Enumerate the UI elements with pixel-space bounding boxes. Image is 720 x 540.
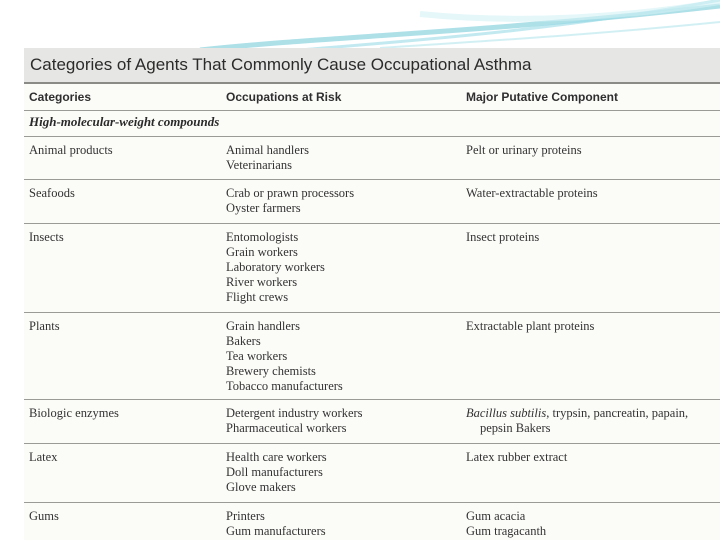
component-cell: Gum acacia: [466, 509, 526, 523]
component-cell: Extractable plant proteins: [466, 319, 595, 333]
occupation-item: Printers: [226, 509, 265, 523]
component-cell: Latex rubber extract: [466, 450, 568, 464]
occupation-item: Tobacco manufacturers: [226, 379, 343, 393]
occupation-item: Doll manufacturers: [226, 465, 323, 479]
table-row: [24, 444, 720, 502]
header-occupations: Occupations at Risk: [226, 90, 342, 104]
occupation-item: Crab or prawn processors: [226, 186, 355, 200]
occupation-item: Gum manufacturers: [226, 524, 326, 538]
table-row: [24, 180, 720, 222]
category-cell: Seafoods: [29, 186, 75, 200]
component-cell: Water-extractable proteins: [466, 186, 598, 200]
occupation-item: Bakers: [226, 334, 261, 348]
component-rest: , trypsin, pancreatin, papain,: [546, 406, 689, 420]
section-label: High-molecular-weight compounds: [29, 114, 220, 129]
component-cell: Gum tragacanth: [466, 524, 547, 538]
category-cell: Biologic enzymes: [29, 406, 119, 420]
category-cell: Gums: [29, 509, 59, 523]
occupation-item: Grain workers: [226, 245, 298, 259]
occupation-item: Health care workers: [226, 450, 327, 464]
header-component: Major Putative Component: [466, 90, 619, 104]
table-row: [24, 503, 720, 540]
component-cell: Insect proteins: [466, 230, 540, 244]
occupation-item: Veterinarians: [226, 158, 292, 172]
table-title-bar: [24, 48, 720, 84]
occupation-item: Oyster farmers: [226, 201, 301, 215]
occupation-item: Laboratory workers: [226, 260, 325, 274]
document-table: [24, 48, 720, 540]
category-cell: Plants: [29, 319, 60, 333]
occupation-item: Entomologists: [226, 230, 299, 244]
occupation-item: Tea workers: [226, 349, 288, 363]
occupation-item: Grain handlers: [226, 319, 300, 333]
occupation-item: River workers: [226, 275, 298, 289]
component-cell-continued: pepsin Bakers: [480, 421, 551, 435]
category-cell: Latex: [29, 450, 58, 464]
table-row: [24, 400, 720, 442]
table-title: Categories of Agents That Commonly Cause Occupational Asthma: [30, 55, 532, 74]
table-header-row: [24, 84, 720, 110]
occupation-item: Animal handlers: [226, 143, 309, 157]
occupation-item: Pharmaceutical workers: [226, 421, 347, 435]
occupation-item: Brewery chemists: [226, 364, 316, 378]
table-row: [24, 313, 720, 399]
occupation-item: Glove makers: [226, 480, 296, 494]
table-row: [24, 224, 720, 312]
header-divider: [24, 110, 720, 111]
component-cell: [466, 406, 720, 421]
category-cell: Insects: [29, 230, 64, 244]
occupation-item: Detergent industry workers: [226, 406, 363, 420]
component-italic-term: Bacillus subtilis: [466, 406, 547, 420]
category-cell: Animal products: [29, 143, 113, 157]
header-categories: Categories: [29, 90, 92, 104]
component-cell: Pelt or urinary proteins: [466, 143, 582, 157]
occupation-item: Flight crews: [226, 290, 289, 304]
table-row: [24, 137, 720, 179]
